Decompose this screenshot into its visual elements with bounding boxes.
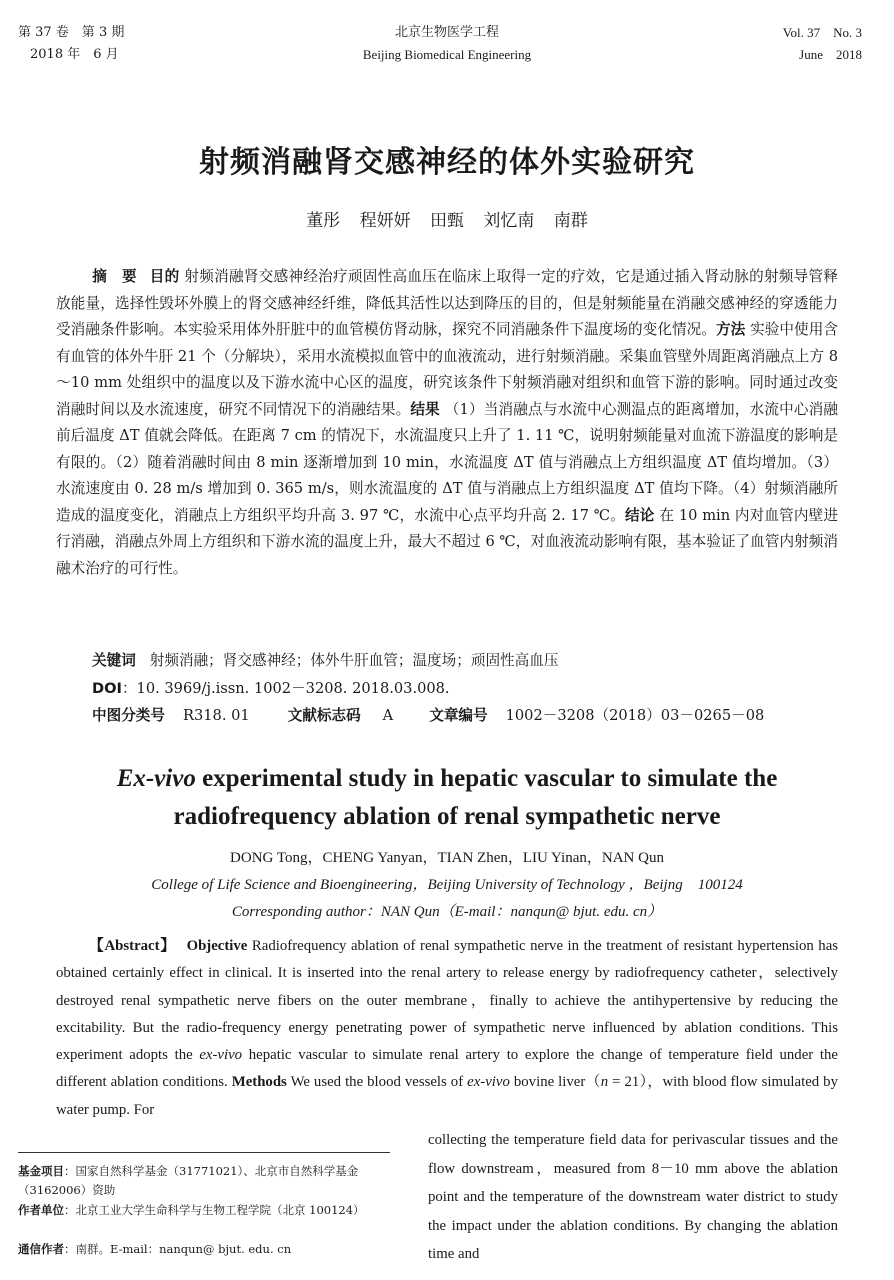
doi-text: ：10. 3969/j.issn. 1002－3208. 2018.03.008. xyxy=(121,680,450,697)
volume-issue-en: Vol. 37 No. 3 xyxy=(782,25,862,40)
abstract-en-text-2: hepatic vascular to simulate renal artery to explore the change of temperature field under the different ablation conditions. xyxy=(56,1047,838,1091)
abstract-cn xyxy=(56,264,838,582)
fund-label: 基金项目 xyxy=(18,1164,64,1178)
objective-label-en: Objective xyxy=(186,938,248,954)
title-en-italic: Ex-vivo xyxy=(116,765,196,792)
keywords-line xyxy=(92,648,852,675)
classification-line xyxy=(92,703,852,730)
unit-label: 作者单位 xyxy=(18,1203,64,1217)
abstract-en-text-3: We used the blood vessels of xyxy=(290,1074,468,1091)
results-text-cn: （1）当消融点与水流中心测温点的距离增加，水流中心消融前后温度 ΔT 值就会降低。在距离 7 cm 的情况下，水流温度只上升了 1. 11 ℃，说明射频能量对血流下游温度的影响是有限的。（2）随着消融时间由 8 min 逐渐增加到 10 min，水流温度 ΔT 值与消融点上方组织温度 ΔT 值均增加。（3）水流速度由 0. 28 m/s 增加到 0. 365 m/s，则水流温度的 ΔT 值与消融点上方组织温度 ΔT 值均下降。（4）射频消融所造成的温度变化，消融点上方组织平均升高 3. 97 ℃，水流中心点平均升高 2. 17 ℃。 xyxy=(56,400,838,524)
sample-size-symbol: n xyxy=(600,1074,609,1091)
article-title-en xyxy=(0,760,894,836)
date-en: June 2018 xyxy=(799,47,862,62)
affiliation-en: College of Life Science and Bioengineering，Beijing University of Technology ，Beijng 100124 xyxy=(151,877,743,893)
footnote-corresponding xyxy=(18,1240,398,1259)
clc-label: 中图分类号 xyxy=(92,707,165,724)
authors-en: DONG Tong，CHENG Yanyan，TIAN Zhen，LIU Yinan，NAN Qun xyxy=(230,850,664,866)
doi-label: DOI xyxy=(92,680,122,697)
clc-value: R318. 01 xyxy=(182,707,250,724)
article-number-value: 1002－3208（2018）03－0265－08 xyxy=(505,707,765,724)
journal-name-en: Beijing Biomedical Engineering xyxy=(362,47,532,62)
abstract-en-text-4: bovine liver（ xyxy=(509,1074,601,1091)
volume-issue-cn: 第 37 卷 第 3 期 xyxy=(18,25,125,40)
ex-vivo-term-2: ex-vivo xyxy=(467,1074,510,1091)
footnote-fund xyxy=(18,1162,398,1200)
date-cn: 2018 年 6 月 xyxy=(30,47,119,62)
unit-text: ：北京工业大学生命科学与生物工程学院（北京 100124） xyxy=(64,1203,365,1217)
abstract-label-cn: 摘 要 xyxy=(92,268,137,285)
abstract-en xyxy=(56,933,838,1124)
article-title-cn: 射频消融肾交感神经的体外实验研究 xyxy=(199,145,695,180)
keywords-label: 关键词 xyxy=(92,652,136,669)
ex-vivo-term: ex-vivo xyxy=(199,1047,243,1064)
article-number-label: 文章编号 xyxy=(429,707,488,724)
doc-code-value: A xyxy=(382,707,394,724)
objective-label-cn: 目的 xyxy=(149,268,180,285)
fund-text: ：国家自然科学基金（31771021）、北京市自然科学基金（3162006）资助 xyxy=(18,1164,359,1197)
conclusion-label-cn: 结论 xyxy=(625,506,655,524)
abstract-en-column: collecting the temperature field data for perivascular tissues and the flow downstream，measured from 8－10 mm above the ablation point and the temperature of the downstream water district to study the impact under the ablation conditions. By changing the ablation time and xyxy=(428,1132,838,1262)
footnote-unit xyxy=(18,1201,398,1220)
journal-name-cn: 北京生物医学工程 xyxy=(394,25,499,40)
corresponding-author-en: Corresponding author：NAN Qun（E-mail：nanqun@ bjut. edu. cn） xyxy=(231,904,663,920)
conclusion-text-cn: 在 10 min 内对血管内壁进行消融，消融点外周上方组织和下游水流的温度上升，最大不超过 6 ℃，对血液流动影响有限，基本验证了血管内射频消融术治疗的可行性。 xyxy=(56,506,838,577)
title-en-line1: experimental study in hepatic vascular to simulate the xyxy=(195,765,778,792)
results-label-cn: 结果 xyxy=(410,400,440,418)
methods-label-cn: 方法 xyxy=(716,321,746,338)
doi-line xyxy=(92,676,852,703)
footnote-divider xyxy=(18,1152,390,1153)
keywords-text: 射频消融；肾交感神经；体外牛肝血管；温度场；顽固性高血压 xyxy=(149,652,559,669)
methods-text-cn: 实验中使用含有血管的体外牛肝 21 个（分解块），采用水流模拟血管中的血液流动，进行射频消融。采集血管壁外周距离消融点上方 8～10 mm 处组织中的温度以及下游水流中心区的温度，研究该条件下射频消融对组织和血管下游的影响。同时通过改变消融时间以及水流速度，研究不同情况下的消融结果。 xyxy=(56,321,838,418)
corresponding-label: 通信作者 xyxy=(18,1242,64,1256)
methods-label-en: Methods xyxy=(231,1074,287,1091)
abstract-en-text-5: = 21），with blood flow simulated by water pump. For xyxy=(56,1074,838,1118)
corresponding-text: ：南群。E-mail：nanqun@ bjut. edu. cn xyxy=(64,1242,292,1256)
abstract-label-en: 【Abstract】 xyxy=(88,938,177,954)
doc-code-label: 文献标志码 xyxy=(287,707,361,724)
title-en-line2: radiofrequency ablation of renal sympathetic nerve xyxy=(173,803,721,830)
abstract-en-text-1: Radiofrequency ablation of renal sympathetic nerve in the treatment of resistant hypertension has obtained certainly effect in clinical. It is inserted into the renal artery to release energy by radiofrequency catheter，selectively destroyed renal sympathetic nerve fibers on the outer membrane，finally to achieve the antihypertensive by reducing the excitability. But the radio-frequency energy penetrating power of sympathetic nerve influenced by ablation conditions. This experiment adopts the xyxy=(56,938,839,1064)
authors-cn: 董彤 程妍妍 田甄 刘忆南 南群 xyxy=(306,211,588,231)
objective-text-cn: 射频消融肾交感神经治疗顽固性高血压在临床上取得一定的疗效，它是通过插入肾动脉的射频导管释放能量，选择性毁坏外膜上的肾交感神经纤维，降低其活性以达到降压的目的，但是射频能量在消融交感神经的穿透能力受消融条件影响。本实验采用体外肝脏中的血管模仿肾动脉，探究不同消融条件下温度场的变化情况。 xyxy=(56,268,838,338)
